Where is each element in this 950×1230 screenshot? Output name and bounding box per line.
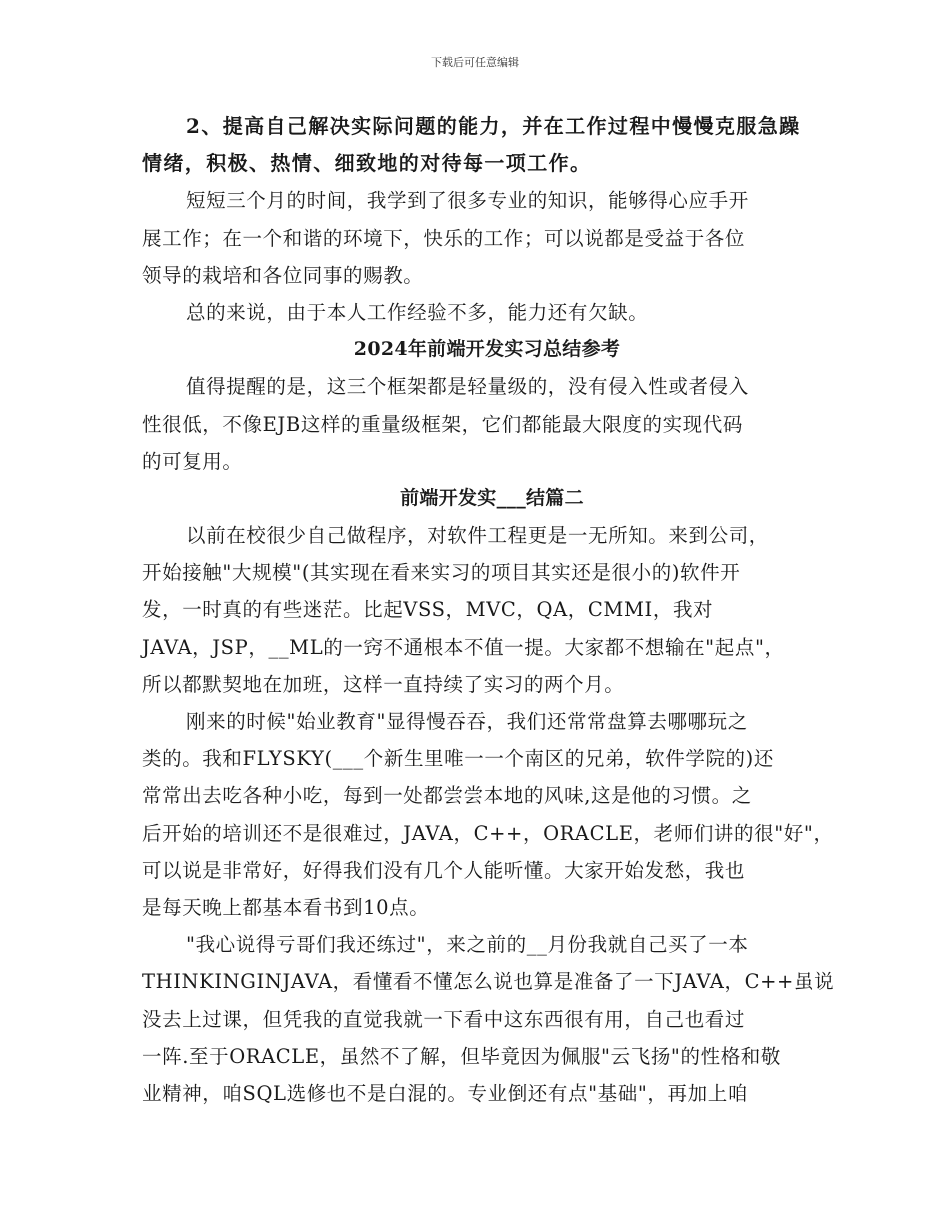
paragraph-line: 业精神，咱SQL选修也不是白混的。专业倒还有点"基础"，再加上咱 [142,1081,748,1105]
paragraph-line: 领导的栽培和各位同事的赐教。 [142,263,424,287]
document-body [142,108,835,1112]
paragraph-line: 性很低，不像EJB这样的重量级框架，它们都能最大限度的实现代码 [142,412,743,436]
paragraph-line: 的可复用。 [142,449,243,473]
paragraph-line: 展工作；在一个和谐的环境下，快乐的工作；可以说都是受益于各位 [142,226,746,250]
paragraph-line: 刚来的时候"始业教育"显得慢吞吞，我们还常常盘算去哪哪玩之 [186,710,748,733]
paragraph-line: 开始接触"大规模"(其实现在看来实习的项目其实还是很小的)软件开 [142,561,741,585]
paragraph-line: 常常出去吃各种小吃，每到一处都尝尝本地的风味,这是他的习惯。之 [142,784,752,808]
paragraph-line: 所以都默契地在加班，这样一直持续了实习的两个月。 [142,672,625,696]
paragraph-line: 总的来说，由于本人工作经验不多，能力还有欠缺。 [186,300,649,324]
paragraph-line: JAVA，JSP，__ML的一窍不通根本不值一提。大家都不想输在"起点"， [142,635,785,659]
paragraph-line: 值得提醒的是，这三个框架都是轻量级的，没有侵入性或者侵入 [186,375,749,399]
paragraph-line: 以前在校很少自己做程序，对软件工程更是一无所知。来到公司， [186,524,769,548]
paragraph-line: 后开始的培训还不是很难过，JAVA，C++，ORACLE，老师们讲的很"好"， [142,821,834,845]
paragraph-line: 没去上过课，但凭我的直觉我就一下看中这东西很有用，自己也看过 [142,1007,746,1031]
section-title: 前端开发实___结篇二 [400,486,584,509]
paragraph-line: 发，一时真的有些迷茫。比起VSS，MVC，QA，CMMI，我对 [142,598,714,622]
bold-paragraph-line: 情绪，积极、热情、细致地的对待每一项工作。 [142,151,592,176]
paragraph-line: 短短三个月的时间，我学到了很多专业的知识，能够得心应手开 [186,189,749,213]
paragraph-line: 类的。我和FLYSKY(___个新生里唯一一个南区的兄弟，软件学院的)还 [142,747,774,771]
bold-paragraph-line: 2、提高自己解决实际问题的能力，并在工作过程中慢慢克服急躁 [186,114,801,138]
page-header: 下载后可任意编辑 [431,56,519,69]
section-title: 2024年前端开发实习总结参考 [353,338,621,361]
paragraph-line: 可以说是非常好，好得我们没有几个人能听懂。大家开始发愁，我也 [142,858,746,882]
paragraph-line: "我心说得亏哥们我还练过"，来之前的__月份我就自己买了一本 [186,933,749,957]
paragraph-line: 一阵.至于ORACLE，虽然不了解，但毕竟因为佩服"云飞扬"的性格和敬 [142,1044,781,1068]
paragraph-line: THINKINGINJAVA，看懂看不懂怎么说也算是准备了一下JAVA，C++虽说 [142,970,835,994]
paragraph-line: 是每天晚上都基本看书到10点。 [142,895,430,919]
